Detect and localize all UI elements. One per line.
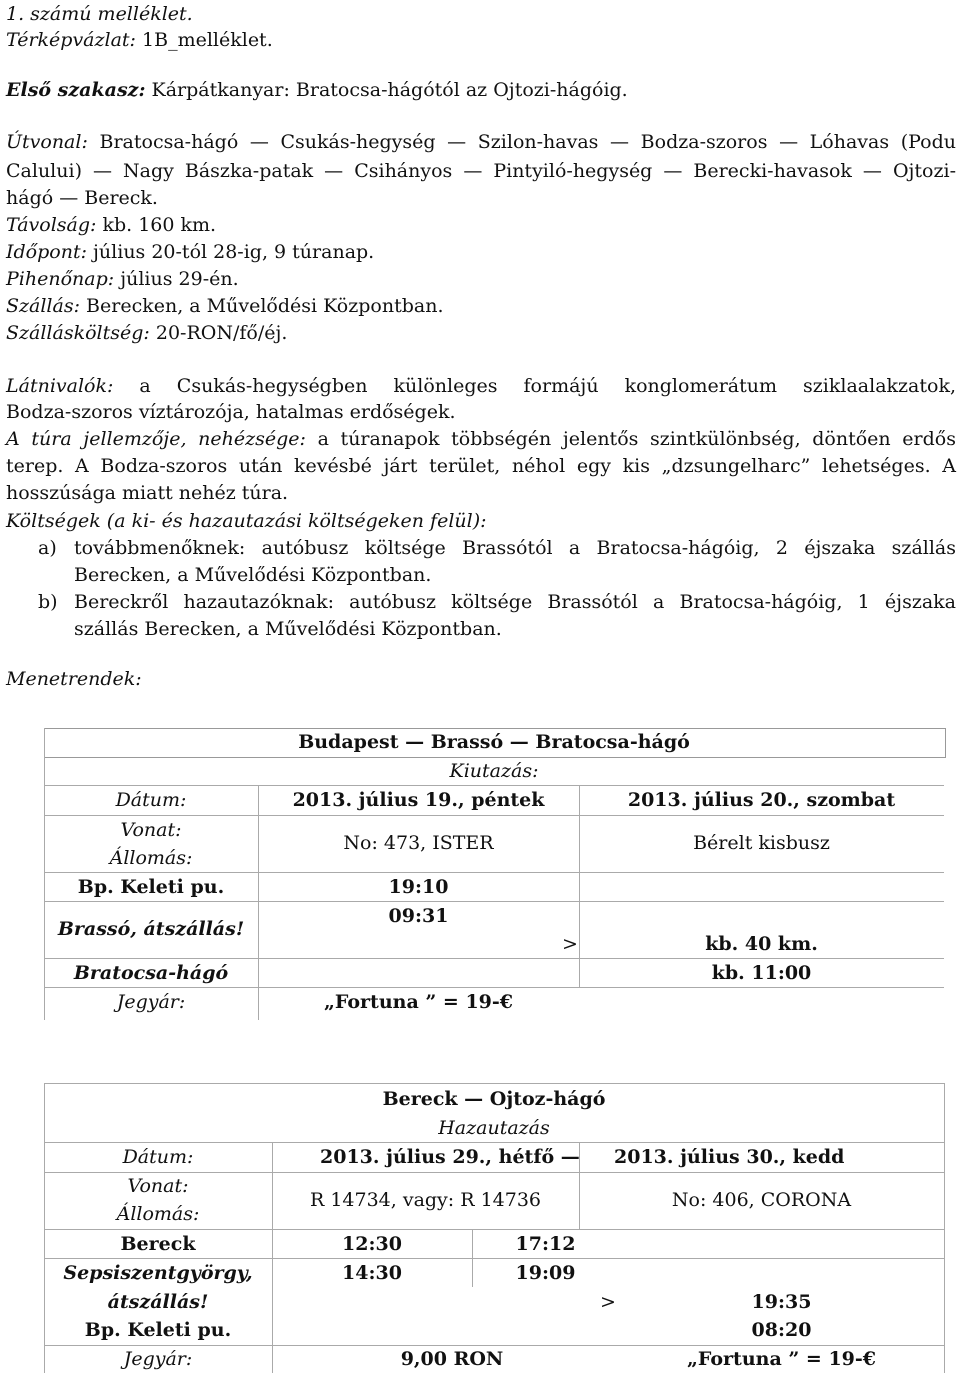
- return-subtitle: Hazautazás: [438, 1117, 550, 1139]
- outbound-date-2: 2013. július 20., szombat: [627, 789, 896, 811]
- outbound-date-label: Dátum:: [115, 789, 187, 811]
- return-rule: [44, 1083, 944, 1084]
- return-ticket-label: Jegyár:: [123, 1348, 193, 1370]
- character-line-2: terep. A Bodza-szoros után kevésbé járt terület, néhol egy kis „dzsungelharc” lehetséges. A: [6, 455, 956, 477]
- route-line-2: Calului) — Nagy Bászka-patak — Csihányos — Pintyiló-hegység — Berecki-havasok — Ojtozi-: [6, 160, 956, 182]
- return-title: Bereck — Ojtoz-hágó: [382, 1088, 606, 1110]
- time-value: július 20-tól 28-ig, 9 túranap.: [93, 241, 375, 263]
- lodging-cost-value: 20-RON/fő/éj.: [155, 322, 288, 344]
- cost-b-marker: b): [38, 591, 58, 613]
- return-station-label: Állomás:: [116, 1203, 200, 1225]
- section-value: Kárpátkanyar: Bratocsa-hágótól az Ojtozi-hágóig.: [151, 79, 628, 101]
- rest-label: Pihenőnap:: [6, 268, 115, 290]
- return-date-1: 2013. július 29., hétfő —: [320, 1146, 580, 1168]
- annex-title: 1. számú melléklet.: [6, 3, 193, 25]
- outbound-time-brasso: 09:31: [388, 905, 449, 927]
- outbound-title: Budapest — Brassó — Bratocsa-hágó: [298, 731, 690, 753]
- section-line: [6, 76, 628, 104]
- time-line: [6, 238, 374, 266]
- outbound-bus-time: kb. 11:00: [711, 962, 812, 984]
- return-rule: [44, 1229, 944, 1230]
- map-line: [6, 26, 273, 54]
- return-train-label: Vonat:: [127, 1175, 189, 1197]
- costs-label: Költségek (a ki- és hazautazási költségeken felül):: [6, 510, 487, 532]
- lodging-value: Berecken, a Művelődési Központban.: [86, 295, 444, 317]
- lodging-cost-line: [6, 319, 287, 347]
- return-date-label: Dátum:: [122, 1146, 194, 1168]
- return-station-budapest: Bp. Keleti pu.: [84, 1319, 232, 1341]
- character-line-1: [6, 425, 956, 453]
- outbound-station-bratocsa: Bratocsa-hágó: [73, 962, 229, 984]
- return-transfer-time: 19:35: [751, 1291, 812, 1313]
- return-station-transfer: átszállás!: [107, 1291, 209, 1313]
- time-label: Időpont:: [6, 241, 87, 263]
- lodging-line: [6, 292, 444, 320]
- return-budapest-time: 08:20: [751, 1319, 812, 1341]
- distance-line: [6, 211, 216, 239]
- return-arrow: >: [600, 1291, 616, 1313]
- return-sepsi-time-1: 14:30: [342, 1262, 402, 1284]
- outbound-station-label: Állomás:: [109, 847, 193, 869]
- route-line-1: [6, 128, 956, 156]
- outbound-rule: [44, 785, 944, 786]
- rest-line: [6, 265, 239, 293]
- return-rule: [44, 1258, 944, 1259]
- character-label: A túra jellemzője, nehézsége:: [6, 428, 306, 450]
- outbound-train-2: Bérelt kisbusz: [693, 832, 830, 854]
- return-rule: [44, 1142, 944, 1143]
- outbound-station-budapest: Bp. Keleti pu.: [77, 876, 225, 898]
- map-value: 1B_melléklet.: [142, 29, 273, 51]
- distance-value: kb. 160 km.: [102, 214, 217, 236]
- route-label: Útvonal:: [6, 131, 88, 153]
- outbound-rule: [44, 958, 944, 959]
- outbound-station-brasso: Brassó, átszállás!: [57, 918, 245, 940]
- character-line-3: hosszúsága miatt nehéz túra.: [6, 482, 289, 504]
- lodging-cost-label: Szállásköltség:: [6, 322, 150, 344]
- cost-a-marker: a): [38, 537, 57, 559]
- return-bereck-time-2: 17:12: [515, 1233, 576, 1255]
- cost-b-line-1: Bereckről hazautazóknak: autóbusz költsége Brassótól a Bratocsa-hágóig, 1 éjszaka: [74, 591, 956, 613]
- outbound-rule: [44, 987, 944, 988]
- map-label: Térképvázlat:: [6, 29, 136, 51]
- return-train-1: R 14734, vagy: R 14736: [309, 1189, 542, 1211]
- cost-a-line-1: továbbmenőknek: autóbusz költsége Brassótól a Bratocsa-hágóig, 2 éjszaka szállás: [74, 537, 956, 559]
- outbound-rule: [44, 872, 944, 873]
- rest-value: július 29-én.: [120, 268, 239, 290]
- sights-line-2: Bodza-szoros víztározója, hatalmas erdőségek.: [6, 401, 456, 423]
- return-ticket-value-2: „Fortuna ” = 19-€: [686, 1348, 877, 1370]
- return-rule: [944, 1083, 945, 1373]
- outbound-rule: [44, 901, 944, 902]
- character-text-1: a túranapok többségén jelentős szintkülönbség, döntően erdős: [317, 428, 956, 450]
- return-station-sepsi: Sepsiszentgyörgy,: [63, 1262, 253, 1284]
- outbound-time-budapest: 19:10: [388, 876, 449, 898]
- outbound-ticket-label: Jegyár:: [116, 991, 186, 1013]
- cost-a-line-2: Berecken, a Művelődési Központban.: [74, 564, 432, 586]
- outbound-train-label: Vonat:: [120, 819, 182, 841]
- section-label: Első szakasz:: [6, 79, 146, 101]
- route-line-3: hágó — Bereck.: [6, 187, 158, 209]
- return-rule: [272, 1142, 273, 1373]
- outbound-date-1: 2013. július 19., péntek: [292, 789, 545, 811]
- sights-text-1: a Csukás-hegységben különleges formájú konglomerátum sziklaalakzatok,: [139, 375, 956, 397]
- return-sepsi-time-2: 19:09: [515, 1262, 576, 1284]
- return-station-bereck: Bereck: [120, 1233, 196, 1255]
- outbound-rule: [44, 815, 944, 816]
- outbound-ticket-value: „Fortuna ” = 19-€: [323, 991, 514, 1013]
- outbound-bus-distance: kb. 40 km.: [705, 933, 818, 955]
- outbound-arrow: >: [562, 933, 578, 955]
- return-bereck-time-1: 12:30: [342, 1233, 402, 1255]
- return-date-2: 2013. július 30., kedd: [614, 1146, 845, 1168]
- distance-label: Távolság:: [6, 214, 97, 236]
- outbound-subtitle: Kiutazás:: [449, 760, 539, 782]
- return-ticket-value-1: 9,00 RON: [400, 1348, 504, 1370]
- lodging-label: Szállás:: [6, 295, 80, 317]
- sights-label: Látnivalók:: [6, 375, 114, 397]
- cost-b-line-2: szállás Berecken, a Művelődési Központban.: [74, 618, 502, 640]
- outbound-train-1: No: 473, ISTER: [343, 832, 494, 854]
- sights-line-1: [6, 372, 956, 400]
- route-text-1: Bratocsa-hágó — Csukás-hegység — Szilon-havas — Bodza-szoros — Lóhavas (Podu: [99, 131, 956, 153]
- timetables-label: Menetrendek:: [6, 668, 142, 690]
- return-train-2: No: 406, CORONA: [671, 1189, 852, 1211]
